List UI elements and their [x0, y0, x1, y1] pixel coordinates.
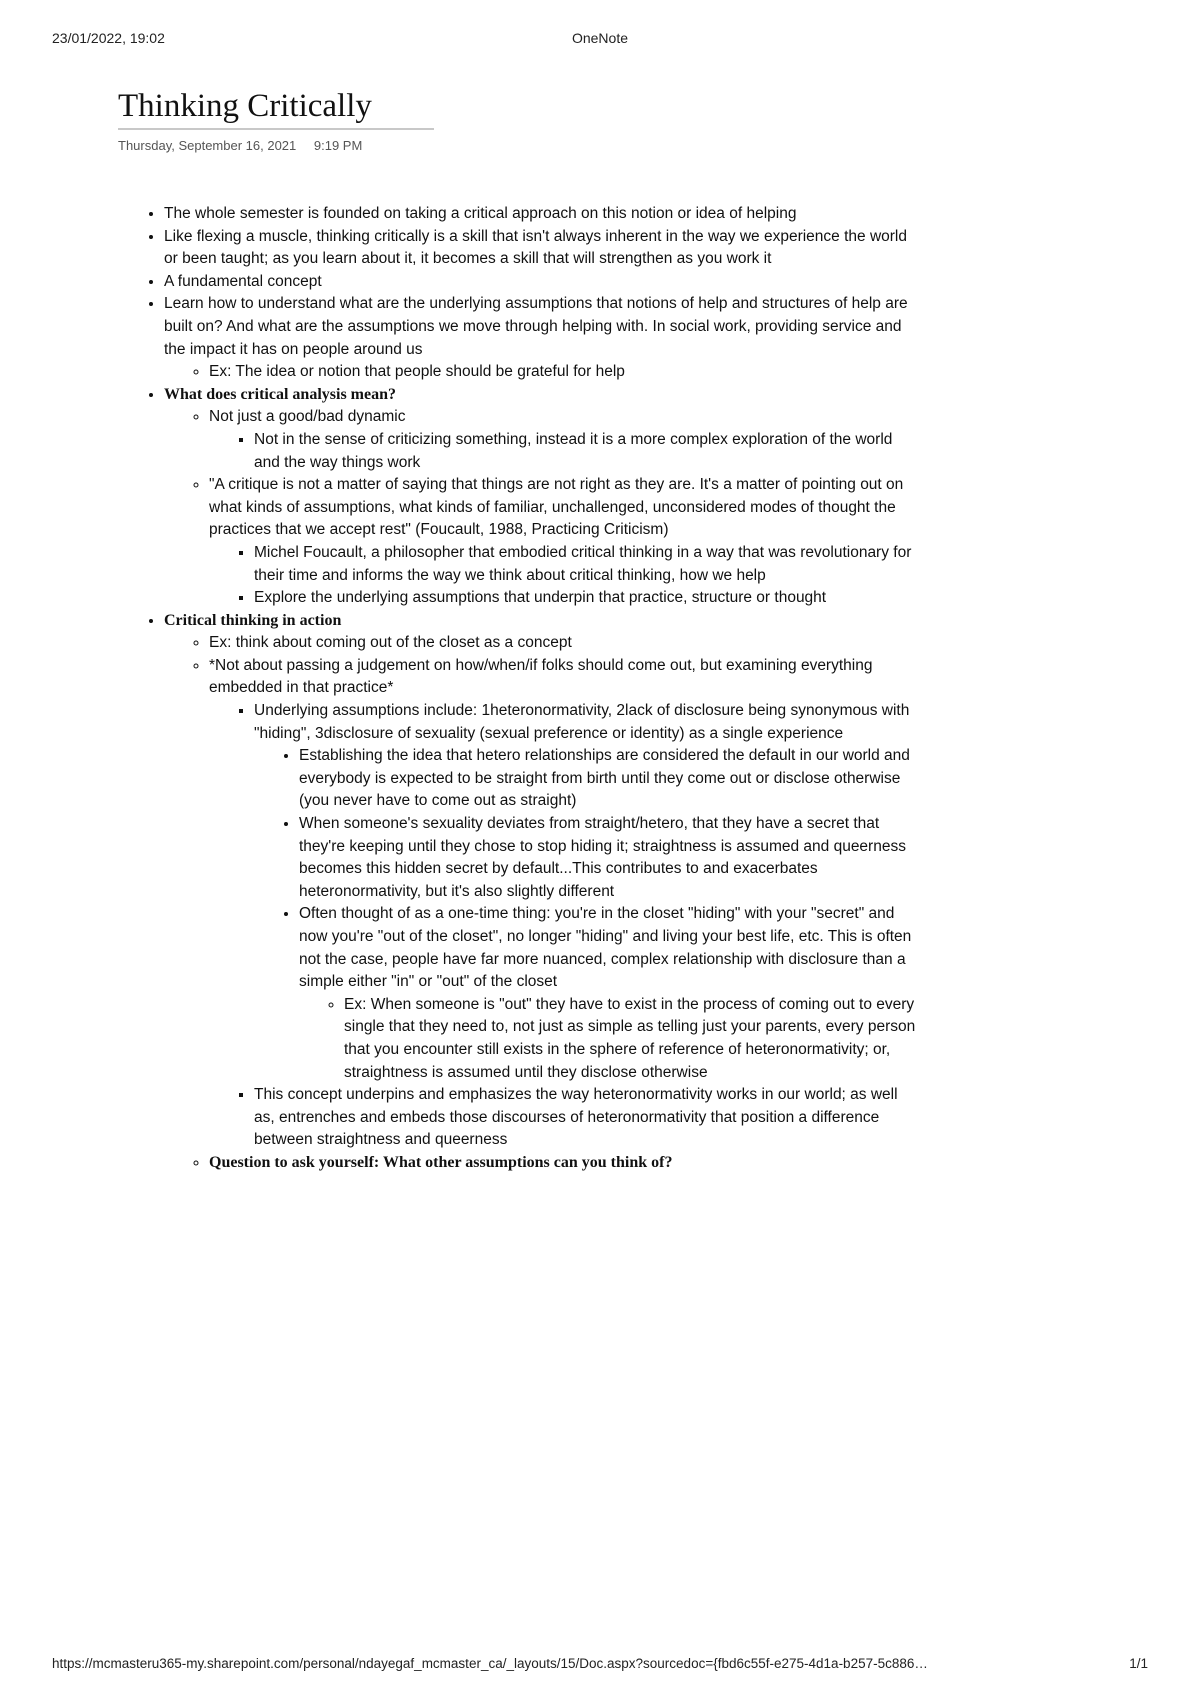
list-item-text: Not just a good/bad dynamic — [209, 408, 406, 426]
list-item-text: Often thought of as a one-time thing: you're in the closet "hiding" with your "secret" and now you're "out of the closet", no longer "hiding" and living your best life, etc. This is often not the case, people have far more nuanced, complex relationship with disclosure than a simple either "in" or "out" of the closet — [299, 905, 912, 991]
print-app-name: OneNote — [571, 30, 629, 46]
list-item-text: When someone's sexuality deviates from straight/hetero, that they have a secret that they're keeping until they chose to stop hiding it; straightness is assumed and queerness becomes this hidden secret by default...This contributes to and exacerbates heteronormativity, but it's also slightly different — [299, 815, 906, 900]
list-item-text: This concept underpins and emphasizes the way heteronormativity works in our world; as well as, entrenches and embeds those discourses of heteronormativity that position a difference between straightness and queerness — [254, 1086, 898, 1149]
sub-list — [299, 994, 918, 1084]
sub-list — [209, 429, 918, 474]
sub-list — [164, 632, 918, 1174]
sub-list — [209, 542, 918, 610]
list-item — [164, 610, 918, 1175]
sub-list — [164, 361, 918, 384]
print-footer — [52, 1656, 1148, 1676]
list-item — [164, 226, 918, 271]
print-header — [52, 30, 1148, 50]
list-item-text: Learn how to understand what are the underlying assumptions that notions of help and structures of help are built on? And what are the assumptions we move through helping with. In social work, providing service and the impact it has on people around us — [164, 295, 908, 358]
list-item — [209, 474, 918, 610]
list-item — [209, 1152, 918, 1175]
list-item — [344, 994, 918, 1084]
list-item — [164, 203, 918, 226]
page-title-container — [118, 84, 434, 130]
list-item-text: Like flexing a muscle, thinking critically is a skill that isn't always inherent in the way we experience the world or been taught; as you learn about it, it becomes a skill that will strengthen as you work it — [164, 227, 907, 268]
list-item-text: Establishing the idea that hetero relationships are considered the default in our world and everybody is expected to be straight from birth until they come out or disclose otherwise (you never have to come out as straight) — [299, 747, 910, 810]
list-item-text: Underlying assumptions include: 1heteronormativity, 2lack of disclosure being synonymous with "hiding", 3disclosure of sexuality (sexual preference or identity) as a single experience — [254, 702, 910, 742]
print-url: https://mcmasteru365-my.sharepoint.com/personal/ndayegaf_mcmaster_ca/_layouts/15/Doc.aspx?sourcedoc={fbd6c55f-e275-4d1a-b257-5c886… — [52, 1656, 928, 1671]
list-item — [254, 1084, 918, 1152]
list-item-text: Ex: think about coming out of the closet as a concept — [209, 634, 572, 652]
list-item-text: Ex: When someone is "out" they have to exist in the process of coming out to every single that they need to, not just as simple as telling just your parents, every person that you encounter still exists in the sphere of reference of heteronormativity; or, straightness is assumed until they disclose otherwise — [344, 995, 916, 1081]
note-content — [118, 203, 918, 1175]
list-item — [209, 361, 918, 384]
list-item — [209, 655, 918, 1152]
section-heading: Critical thinking in action — [164, 611, 342, 629]
list-item — [254, 700, 918, 1084]
list-item-text: Ex: The idea or notion that people should be grateful for help — [209, 363, 625, 381]
list-item — [164, 384, 918, 610]
list-item — [299, 813, 918, 903]
list-item-text: The whole semester is founded on taking a critical approach on this notion or idea of helping — [164, 205, 797, 222]
sub-list — [164, 406, 918, 609]
list-item-text: Michel Foucault, a philosopher that embodied critical thinking in a way that was revolutionary for their time and informs the way we think about critical thinking, how we help — [254, 543, 912, 584]
list-item — [164, 293, 918, 383]
page-title: Thinking Critically — [118, 88, 372, 124]
print-page-count: 1/1 — [1129, 1656, 1148, 1671]
list-item-text: Not in the sense of criticizing something, instead it is a more complex exploration of the world and the way things work — [254, 430, 893, 471]
list-item-text: A fundamental concept — [164, 272, 322, 290]
list-item — [209, 406, 918, 474]
list-item-text: Explore the underlying assumptions that underpin that practice, structure or thought — [254, 589, 827, 607]
quote-text: "A critique is not a matter of saying that things are not right as they are. It's a matter of pointing out on what kinds of assumptions, what kinds of familiar, unchallenged, unconsidered modes of thought the practices that we accept rest" (Foucault, 1988, Practicing Criticism) — [209, 476, 904, 539]
list-item — [254, 542, 918, 587]
sub-list — [209, 700, 918, 1152]
list-item-text: *Not about passing a judgement on how/when/if folks should come out, but examining everything embedded in that practice* — [209, 656, 873, 697]
list-item — [254, 429, 918, 474]
outline-list — [118, 203, 918, 1175]
list-item — [299, 903, 918, 1084]
list-item — [209, 632, 918, 655]
list-item — [299, 745, 918, 813]
print-datetime: 23/01/2022, 19:02 — [52, 30, 165, 46]
question-text: Question to ask yourself: What other assumptions can you think of? — [209, 1153, 673, 1171]
list-item — [254, 587, 918, 610]
section-heading: What does critical analysis mean? — [164, 385, 396, 403]
page-date: Thursday, September 16, 2021 — [118, 138, 297, 153]
sub-list — [254, 745, 918, 1084]
page-time: 9:19 PM — [313, 138, 363, 153]
page-meta — [118, 138, 362, 153]
list-item — [164, 271, 918, 294]
